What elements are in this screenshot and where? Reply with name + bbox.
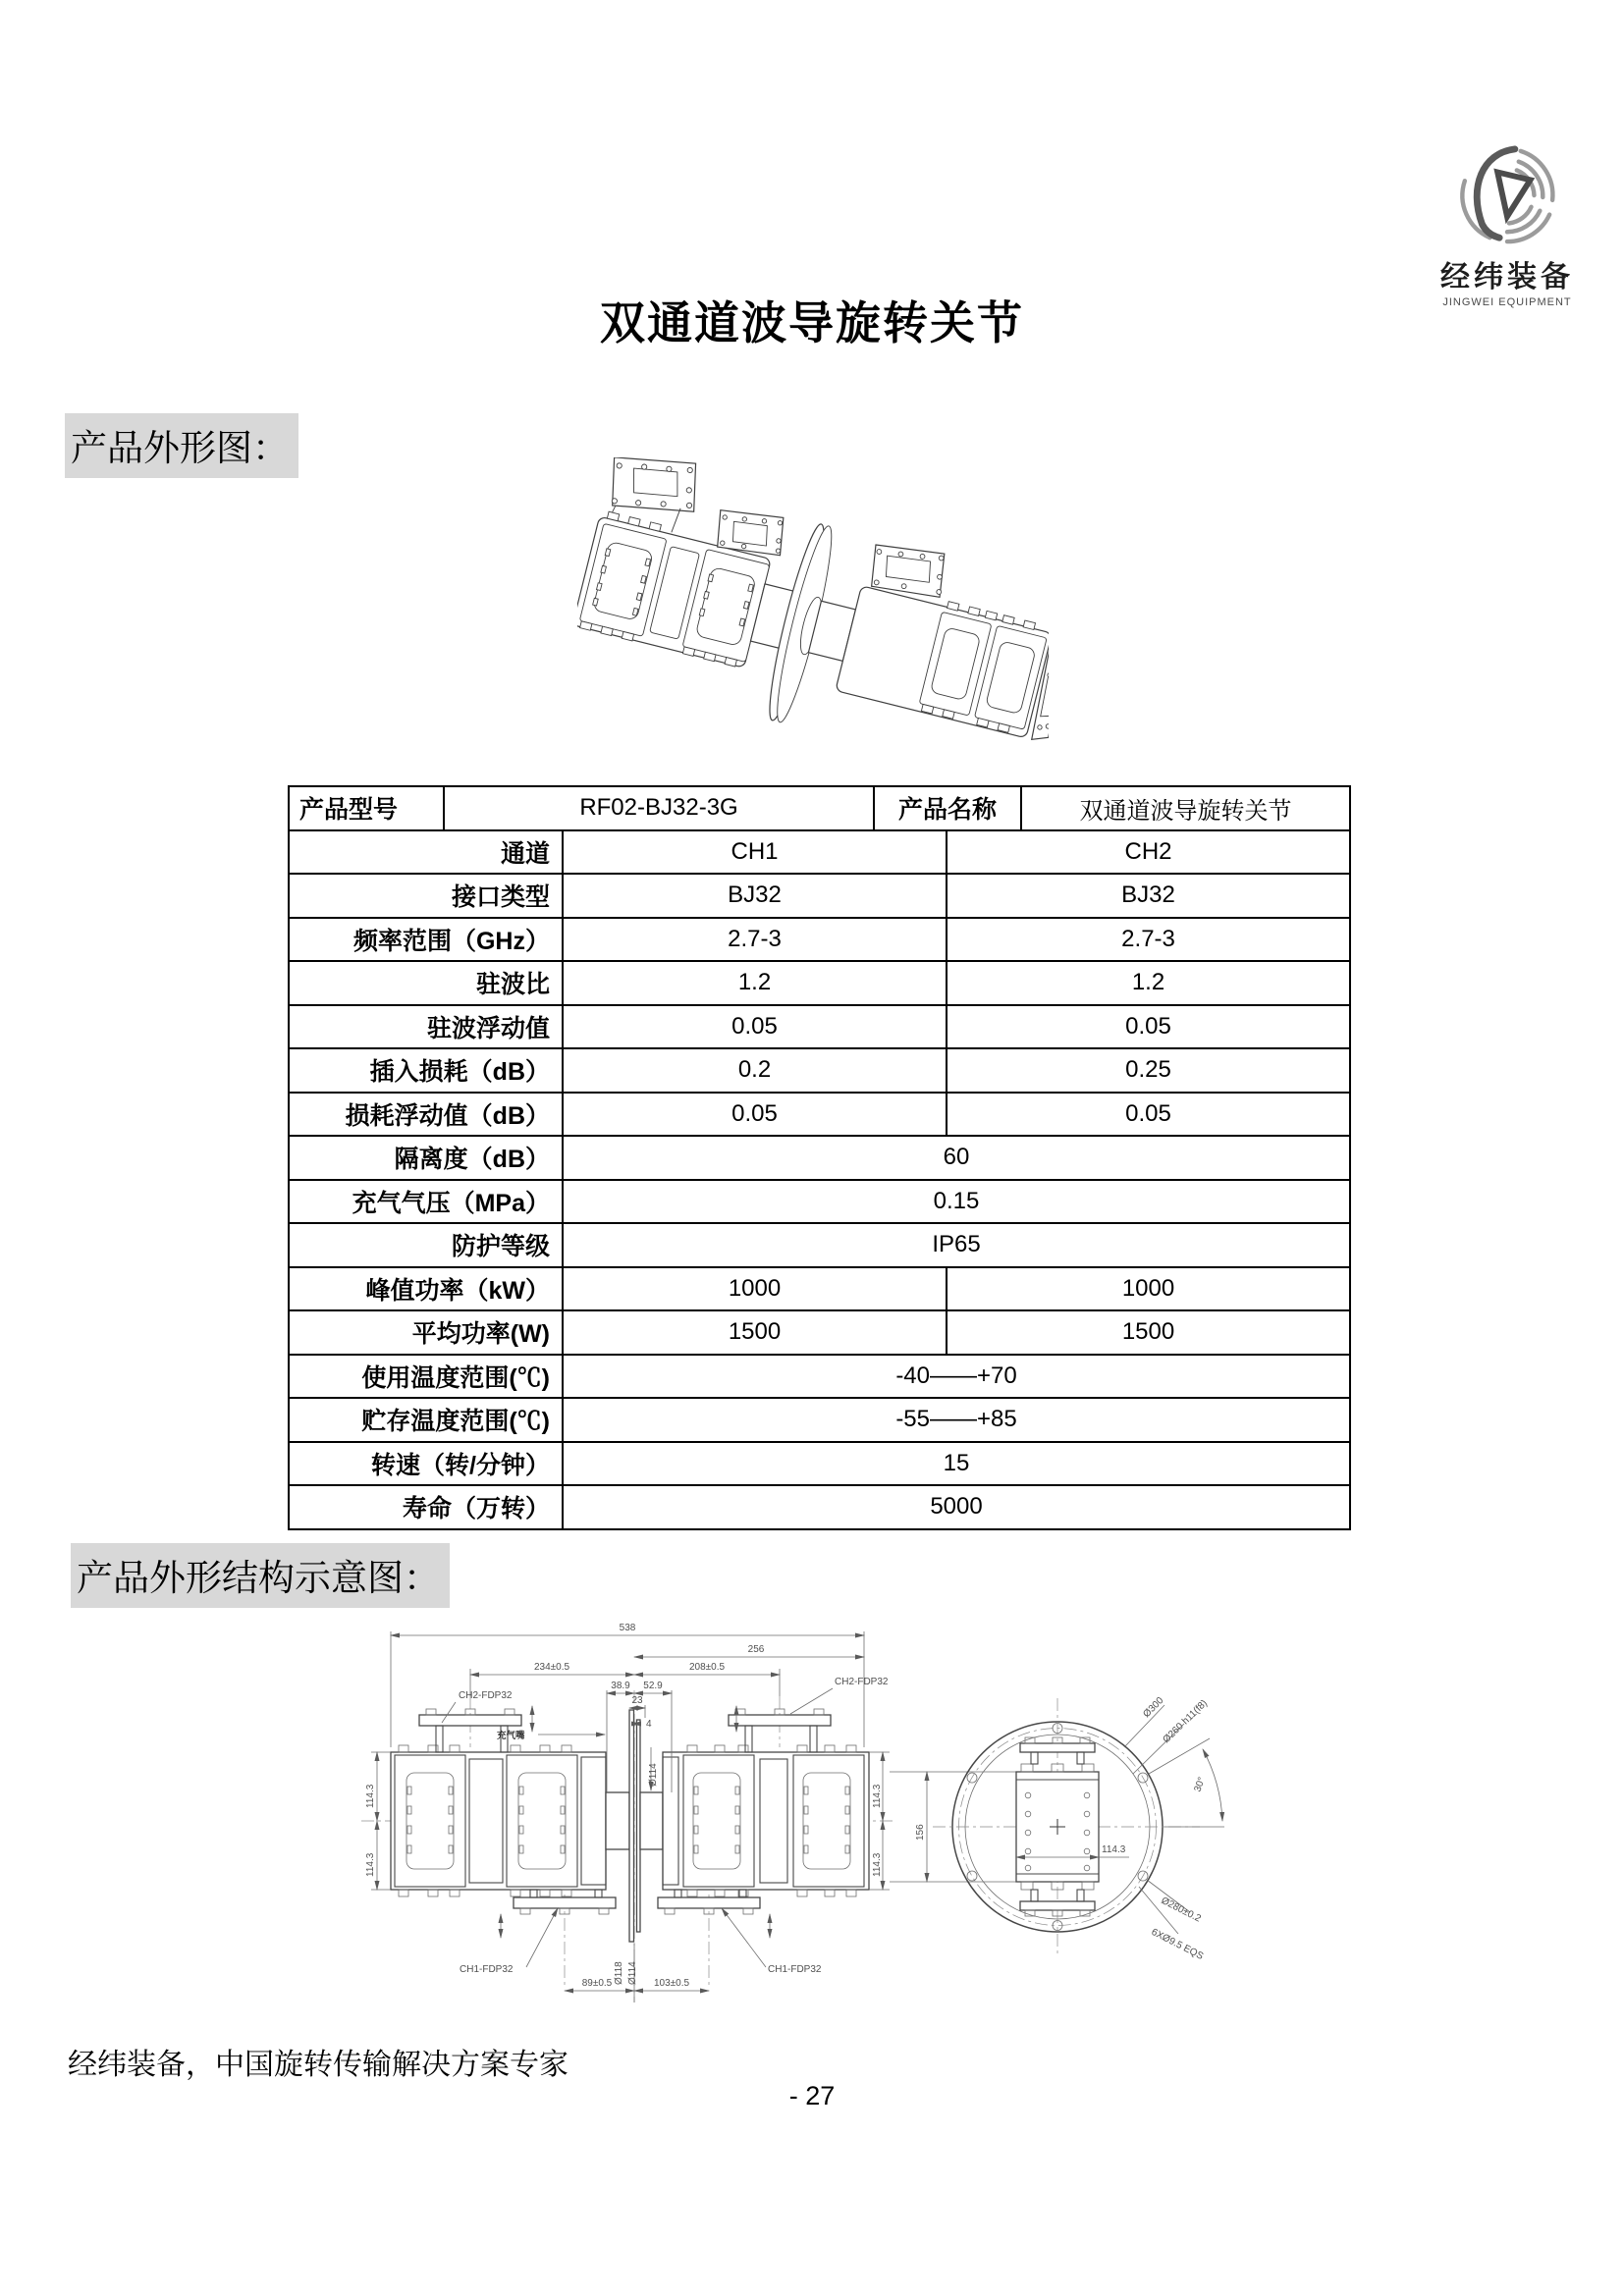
spec-label-cell: 寿命（万转）: [289, 1485, 563, 1529]
spec-ch2-cell: 1000: [947, 1267, 1350, 1311]
product-isometric-drawing: [577, 457, 1049, 783]
spec-ch2-cell: 1.2: [947, 961, 1350, 1005]
spec-label-cell: 防护等级: [289, 1223, 563, 1267]
label-ch1-port: CH1-FDP32: [460, 1964, 514, 1975]
spec-ch1-cell: 0.05: [563, 1093, 947, 1137]
spec-label-cell: 驻波比: [289, 961, 563, 1005]
spec-ch2-cell: 2.7-3: [947, 918, 1350, 962]
spec-ch2-cell: 0.25: [947, 1048, 1350, 1093]
dim-disc-thickness: 23: [631, 1695, 643, 1706]
spec-label-cell: 插入损耗（dB）: [289, 1048, 563, 1093]
table-row: [289, 1398, 1350, 1442]
spec-span-cell: 0.15: [563, 1180, 1350, 1224]
spec-label-cell: 驻波浮动值: [289, 1005, 563, 1049]
spec-label-cell: 接口类型: [289, 874, 563, 918]
spec-ch1-cell: 2.7-3: [563, 918, 947, 962]
spec-ch1-cell: 1500: [563, 1310, 947, 1355]
spec-name-value: 双通道波导旋转关节: [1021, 786, 1350, 830]
dim-overall-length: 538: [619, 1623, 636, 1633]
spec-label-cell: 贮存温度范围(℃): [289, 1398, 563, 1442]
spec-span-cell: -40——+70: [563, 1355, 1350, 1399]
dim-right-section: 256: [747, 1644, 765, 1655]
table-row: [289, 1180, 1350, 1224]
spec-ch2-cell: 0.05: [947, 1005, 1350, 1049]
dim-angle: 30°: [1192, 1776, 1208, 1794]
table-row: [289, 1093, 1350, 1137]
table-row: [289, 1048, 1350, 1093]
spec-model-value: RF02-BJ32-3G: [444, 786, 874, 830]
dim-half-height: 114.3: [872, 1852, 883, 1877]
label-ch2-port: CH2-FDP32: [459, 1690, 513, 1701]
label-air-valve: 充气嘴: [497, 1731, 525, 1741]
table-row: [289, 1355, 1350, 1399]
spec-span-cell: 15: [563, 1442, 1350, 1486]
spec-span-cell: 5000: [563, 1485, 1350, 1529]
spec-label-cell: 损耗浮动值（dB）: [289, 1093, 563, 1137]
section-label-structure: 产品外形结构示意图：: [71, 1543, 450, 1608]
dim-disc-back: 38.9: [611, 1681, 630, 1691]
spec-label-cell: 平均功率(W): [289, 1310, 563, 1355]
dim-half-height: 114.3: [365, 1852, 376, 1877]
spec-ch1-cell: 1.2: [563, 961, 947, 1005]
dim-ch1-left-offset: 89±0.5: [581, 1978, 613, 1989]
spec-span-cell: -55——+85: [563, 1398, 1350, 1442]
dim-hub-dia-outer: Ø118: [614, 1961, 624, 1985]
spec-model-label: 产品型号: [289, 786, 444, 830]
dimension-drawing: [344, 1600, 1384, 2042]
page-title: 双通道波导旋转关节: [600, 297, 1024, 348]
dim-spigot-dia: Ø260 h11(f8): [1161, 1697, 1210, 1746]
page-number: - 27: [788, 2081, 836, 2110]
spec-ch1-cell: BJ32: [563, 874, 947, 918]
table-row: [289, 874, 1350, 918]
dim-flange-width: 114.3: [1102, 1844, 1126, 1855]
table-row: [289, 918, 1350, 962]
table-row: [289, 1005, 1350, 1049]
spec-span-cell: 60: [563, 1136, 1350, 1180]
table-row: [289, 786, 1350, 830]
dim-half-height: 114.3: [872, 1784, 883, 1808]
spec-ch1-cell: 1000: [563, 1267, 947, 1311]
table-row: [289, 1310, 1350, 1355]
dim-shaft-dia: Ø114: [648, 1763, 659, 1787]
table-row: [289, 1136, 1350, 1180]
dim-flange-height: 156: [915, 1824, 926, 1841]
spec-ch1-cell: CH1: [563, 830, 947, 875]
spec-table: [288, 785, 1351, 1530]
spec-label-cell: 频率范围（GHz）: [289, 918, 563, 962]
spec-span-cell: IP65: [563, 1223, 1350, 1267]
footer-slogan: 经纬装备，中国旋转传输解决方案专家: [68, 2049, 568, 2081]
spec-name-label: 产品名称: [874, 786, 1021, 830]
table-row: [289, 961, 1350, 1005]
dim-half-height: 114.3: [365, 1784, 376, 1808]
front-view-drawing: [890, 1695, 1224, 1962]
spec-ch2-cell: CH2: [947, 830, 1350, 875]
table-row: [289, 830, 1350, 875]
dim-plate-thickness: 4: [646, 1719, 652, 1730]
dim-outer-dia: Ø300: [1141, 1695, 1166, 1721]
logo-name-en: JINGWEI EQUIPMENT: [1442, 296, 1572, 308]
table-row: [289, 1223, 1350, 1267]
dim-ch2-left-offset: 234±0.5: [533, 1662, 570, 1673]
company-logo: [1429, 143, 1586, 308]
spec-label-cell: 转速（转/分钟）: [289, 1442, 563, 1486]
spec-ch1-cell: 0.2: [563, 1048, 947, 1093]
spec-label-cell: 使用温度范围(℃): [289, 1355, 563, 1399]
jingwei-logo-icon: [1449, 143, 1565, 245]
spec-ch2-cell: BJ32: [947, 874, 1350, 918]
dim-ch1-right-offset: 103±0.5: [653, 1978, 690, 1989]
table-row: [289, 1267, 1350, 1311]
label-ch2-port: CH2-FDP32: [835, 1677, 889, 1687]
spec-ch2-cell: 1500: [947, 1310, 1350, 1355]
table-row: [289, 1485, 1350, 1529]
spec-label-cell: 隔离度（dB）: [289, 1136, 563, 1180]
dim-bolt-holes: 6XØ9.5 EQS: [1149, 1926, 1206, 1962]
dim-bolt-circle: Ø280±0.2: [1159, 1895, 1203, 1925]
spec-ch2-cell: 0.05: [947, 1093, 1350, 1137]
logo-name-cn: 经纬装备: [1440, 261, 1574, 294]
side-view-drawing: [361, 1623, 895, 2002]
spec-label-cell: 通道: [289, 830, 563, 875]
spec-ch1-cell: 0.05: [563, 1005, 947, 1049]
spec-label-cell: 充气气压（MPa）: [289, 1180, 563, 1224]
dim-hub-dia-inner: Ø114: [627, 1961, 638, 1985]
spec-label-cell: 峰值功率（kW）: [289, 1267, 563, 1311]
section-label-outline: 产品外形图：: [65, 413, 298, 478]
table-row: [289, 1442, 1350, 1486]
dim-ch2-right-offset: 208±0.5: [688, 1662, 726, 1673]
dim-disc-front: 52.9: [643, 1681, 663, 1691]
label-ch1-port: CH1-FDP32: [768, 1964, 822, 1975]
